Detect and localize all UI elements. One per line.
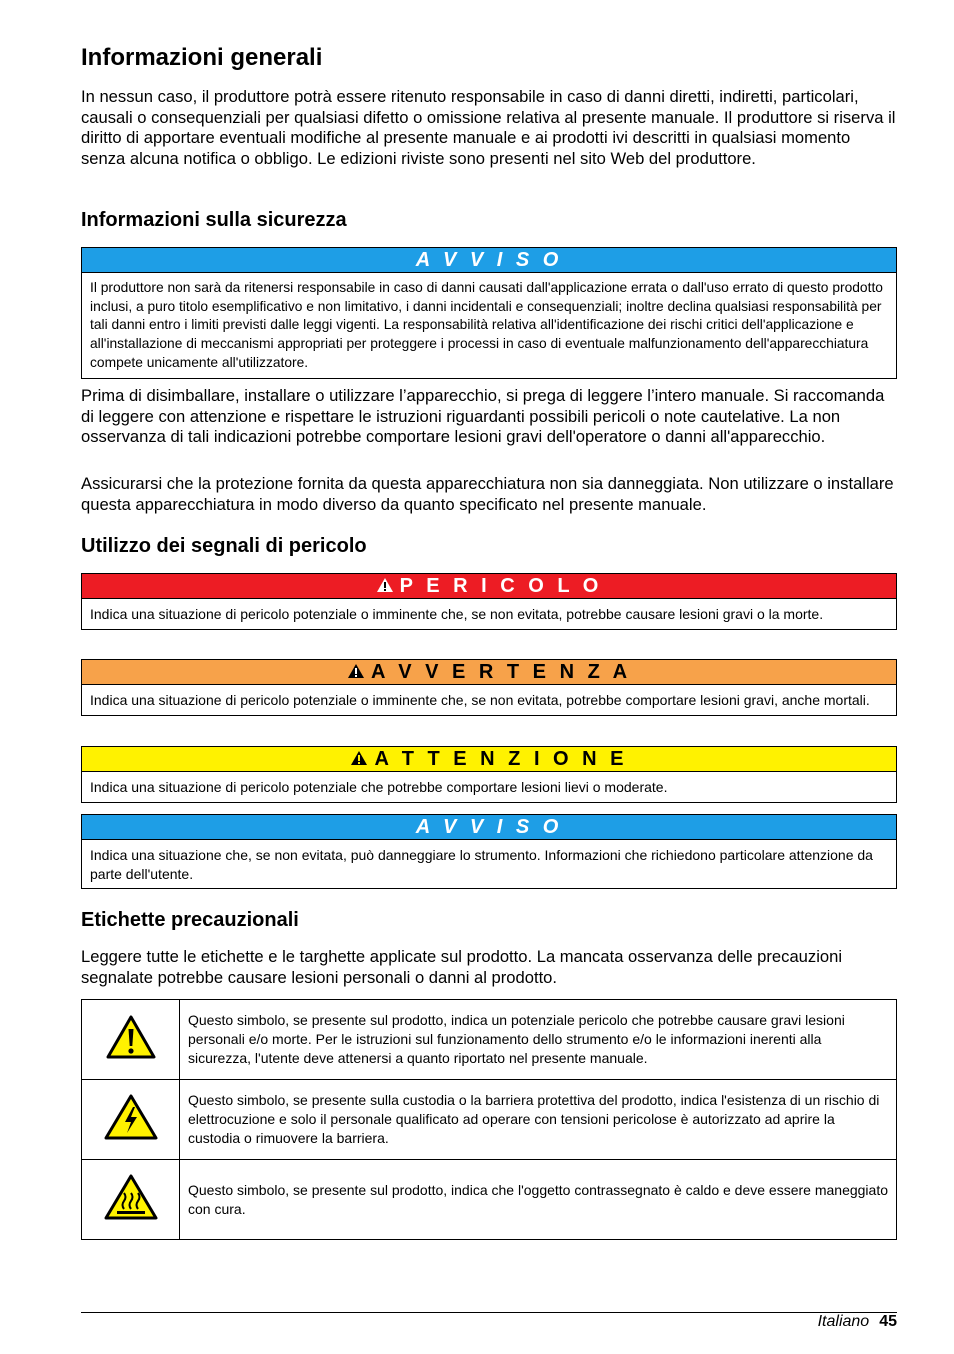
- precaution-symbols-table: [81, 999, 897, 1240]
- labels-heading: Etichette precauzionali: [81, 909, 299, 931]
- page-number: 45: [879, 1313, 897, 1330]
- table-row: [82, 1160, 897, 1240]
- warning-triangle-icon: [350, 750, 368, 766]
- danger-text: Indica una situazione di pericolo potenziale o imminente che, se non evitata, potrebbe causare lesioni gravi o la morte.: [90, 606, 824, 622]
- electrical-hazard-icon: [103, 1093, 159, 1141]
- warning-box: [81, 659, 897, 716]
- symbol-description: Questo simbolo, se presente sulla custodia o la barriera protettiva del prodotto, indica l'esistenza di un rischio di elettrocuzione e solo il personale qualificato ad operare con tensioni pericolose è autorizzato ad aprire la custodia o rimuovere la barriera.: [180, 1080, 897, 1160]
- symbol-description: Questo simbolo, se presente sul prodotto, indica che l'oggetto contrassegnato è caldo e deve essere maneggiato con cura.: [180, 1160, 897, 1240]
- footer-divider: [81, 1312, 897, 1313]
- warning-text: Indica una situazione di pericolo potenziale o imminente che, se non evitata, potrebbe comportare lesioni gravi, anche mortali.: [90, 692, 870, 708]
- footer-language: Italiano: [817, 1313, 870, 1330]
- notice-box: [81, 814, 897, 889]
- notice-text: Indica una situazione che, se non evitata, può danneggiare lo strumento. Informazioni che richiedono particolare attenzione da parte dell'utente.: [90, 847, 873, 882]
- notice-box-safety: [81, 247, 897, 379]
- caution-text: Indica una situazione di pericolo potenziale che potrebbe comportare lesioni lievi o moderate.: [90, 779, 668, 795]
- notice-header: A V V I S O: [82, 815, 896, 840]
- notice-header: A V V I S O: [82, 248, 896, 273]
- danger-header: P E R I C O L O: [82, 574, 896, 599]
- signals-heading: Utilizzo dei segnali di pericolo: [81, 535, 367, 557]
- safety-paragraph-2: Assicurarsi che la protezione fornita da questa apparecchiatura non sia danneggiata. Non utilizzare o installare questa apparecchiatura in modo diverso da quanto specificato nel presente manuale.: [81, 474, 894, 514]
- caution-header: A T T E N Z I O N E: [82, 747, 896, 772]
- intro-paragraph: In nessun caso, il produttore potrà essere ritenuto responsabile in caso di danni diretti, indiretti, particolari, causali o consequenziali per qualsiasi difetto o omissione relativa al presente manuale. Il produttore si riserva il diritto di apportare eventuali modifiche al presente manuale e ai prodotti ivi descritti in qualsiasi momento senza alcuna notifica o obbligo. Le edizioni riviste sono presenti nel sito Web del produttore.: [81, 87, 896, 168]
- general-warning-icon: [105, 1014, 157, 1060]
- hot-surface-icon: [103, 1173, 159, 1221]
- notice-text: Il produttore non sarà da ritenersi responsabile in caso di danni causati dall'applicazione errata o dall'uso errato di questo prodotto inclusi, a puro titolo esemplificativo e non limitativo, i danni incidentali e consequenziali; inoltre declina qualsiasi responsabilità per tali danni entro i limiti previsti dalle leggi vigenti. La responsabilità relativa all'identificazione dei rischi critici dell'applicazione e all'installazione di meccanismi appropriati per proteggere i processi in caso di eventuale malfunzionamento dell'apparecchiatura compete unicamente all'utilizzatore.: [90, 280, 883, 370]
- safety-heading: Informazioni sulla sicurezza: [81, 209, 347, 231]
- page-footer: [818, 1312, 897, 1332]
- table-row: [82, 1080, 897, 1160]
- warning-header: A V V E R T E N Z A: [82, 660, 896, 685]
- symbol-description: Questo simbolo, se presente sul prodotto, indica un potenziale pericolo che potrebbe causare gravi lesioni personali e/o morte. Per le istruzioni sul funzionamento dello strumento e/o le informazioni inerenti alla sicurezza, l'utente deve attenersi a quanto riportato nel presente manuale.: [180, 1000, 897, 1080]
- danger-box: [81, 573, 897, 630]
- page-title: Informazioni generali: [81, 44, 323, 71]
- table-row: [82, 1000, 897, 1080]
- caution-box: [81, 746, 897, 803]
- warning-triangle-icon: [347, 663, 365, 679]
- warning-triangle-icon: [376, 577, 394, 593]
- safety-paragraph-1: Prima di disimballare, installare o utilizzare l’apparecchio, si prega di leggere l’intero manuale. Si raccomanda di leggere con attenzione e rispettare le istruzioni riguardanti possibili pericoli o note cautelative. La non osservanza di tali indicazioni potrebbe comportare lesioni gravi dell'operatore o danni all'apparecchio.: [81, 386, 885, 447]
- labels-intro: Leggere tutte le etichette e le targhette applicate sul prodotto. La mancata osservanza delle precauzioni segnalate potrebbe causare lesioni personali o danni al prodotto.: [81, 947, 843, 987]
